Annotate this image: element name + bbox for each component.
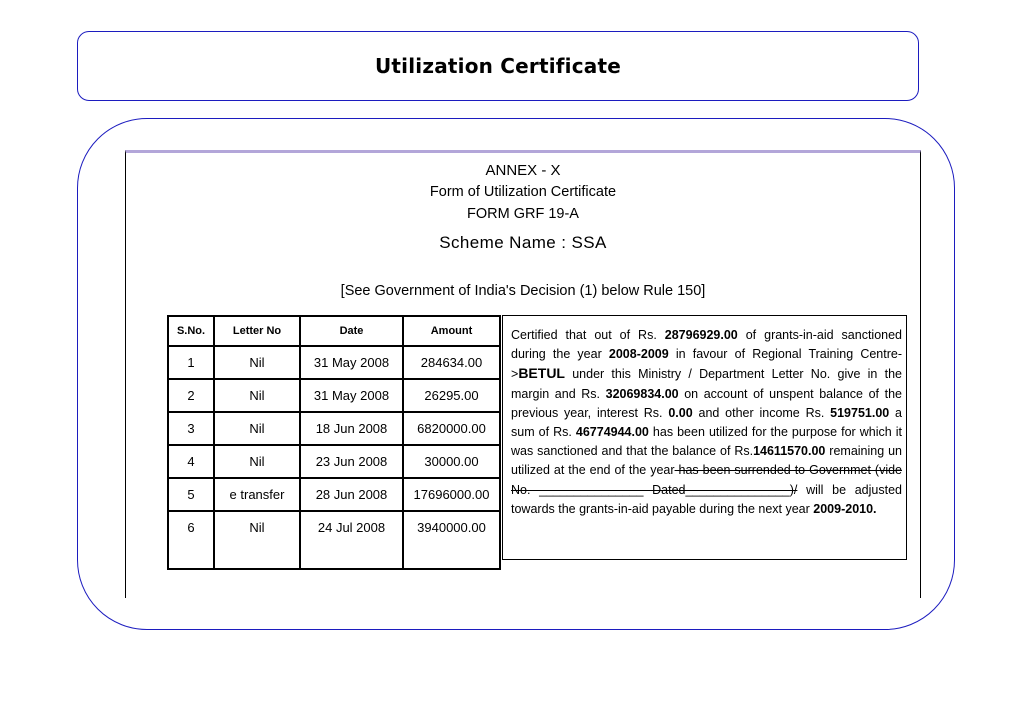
form-code: FORM GRF 19-A [467,206,579,222]
cert-text: remaining un utilized at the end of the year [511,444,902,478]
cert-text: a sum of Rs. [511,405,902,440]
cell-date: 24 Jul 2008 [300,511,403,569]
table-header-row [168,316,500,346]
scheme-name: Scheme Name : SSA [439,233,607,252]
cert-text: on account of unspent balance of the previous year, interest Rs. [511,386,903,420]
cell-letter-no: Nil [214,412,300,445]
table-row [168,445,500,478]
annex-heading: ANNEX - X [485,162,561,179]
certificate-document [125,150,921,598]
grants-amount: 28796929.00 [664,328,738,342]
table-row [168,379,500,412]
cell-amount: 6820000.00 [403,412,500,445]
cell-amount: 284634.00 [403,346,500,379]
cell-sno: 1 [168,346,214,379]
cell-amount: 26295.00 [403,379,500,412]
cell-amount: 17696000.00 [403,478,500,511]
table-row [168,412,500,445]
certificate-statement [502,315,907,560]
cell-letter-no: Nil [214,511,300,569]
cell-date: 31 May 2008 [300,346,403,379]
cell-date: 28 Jun 2008 [300,478,403,511]
cell-sno: 6 [168,511,214,569]
cell-date: 23 Jun 2008 [300,445,403,478]
interest-amount: 0.00 [668,405,693,420]
cell-amount: 3940000.00 [403,511,500,569]
cell-sno: 5 [168,478,214,511]
cell-letter-no: Nil [214,445,300,478]
cell-letter-no: Nil [214,379,300,412]
table-row [168,346,500,379]
form-title: Form of Utilization Certificate [429,184,617,200]
column-header-amount: Amount [403,316,500,346]
other-income-amount: 519751.00 [830,405,890,420]
cert-text: in favour of Regional Training Centre-> [511,347,902,382]
cert-text: has been utilized for the purpose for which it was sanctioned and that the balance of Rs. [511,425,902,459]
cert-text: of grants-in-aid sanctioned during the year [511,328,903,362]
next-year: 2009-2010. [813,501,877,516]
column-header-sno: S.No. [168,316,214,346]
page-title: Utilization Certificate [374,54,622,78]
letters-table [167,315,501,570]
column-header-date: Date [300,316,403,346]
centre-name: BETUL [518,365,565,382]
cert-text: will be adjusted towards the grants-in-aid payable during the next year [511,482,902,516]
cell-sno: 4 [168,445,214,478]
utilized-amount: 46774944.00 [575,425,649,440]
cell-letter-no: e transfer [214,478,300,511]
cert-text: and other income Rs. [692,405,831,420]
table-row [168,511,500,569]
table-row [168,478,500,511]
cell-amount: 30000.00 [403,445,500,478]
cell-sno: 2 [168,379,214,412]
cell-date: 31 May 2008 [300,379,403,412]
title-box [77,31,919,101]
cell-sno: 3 [168,412,214,445]
cell-letter-no: Nil [214,346,300,379]
decision-reference: [See Government of India's Decision (1) below Rule 150] [340,283,706,299]
struck-text: has been surrended to Governmet (vide No. _______________ Dated_______________)/ [511,463,902,497]
column-header-letter-no: Letter No [214,316,300,346]
cert-text: under this Ministry / Department Letter No. give in the margin and Rs. [511,367,902,401]
cert-text: Certified that out of Rs. [511,328,665,342]
cell-date: 18 Jun 2008 [300,412,403,445]
balance-amount: 14611570.00 [753,444,826,459]
unspent-amount: 32069834.00 [605,386,679,401]
sanction-year: 2008-2009 [608,347,669,362]
